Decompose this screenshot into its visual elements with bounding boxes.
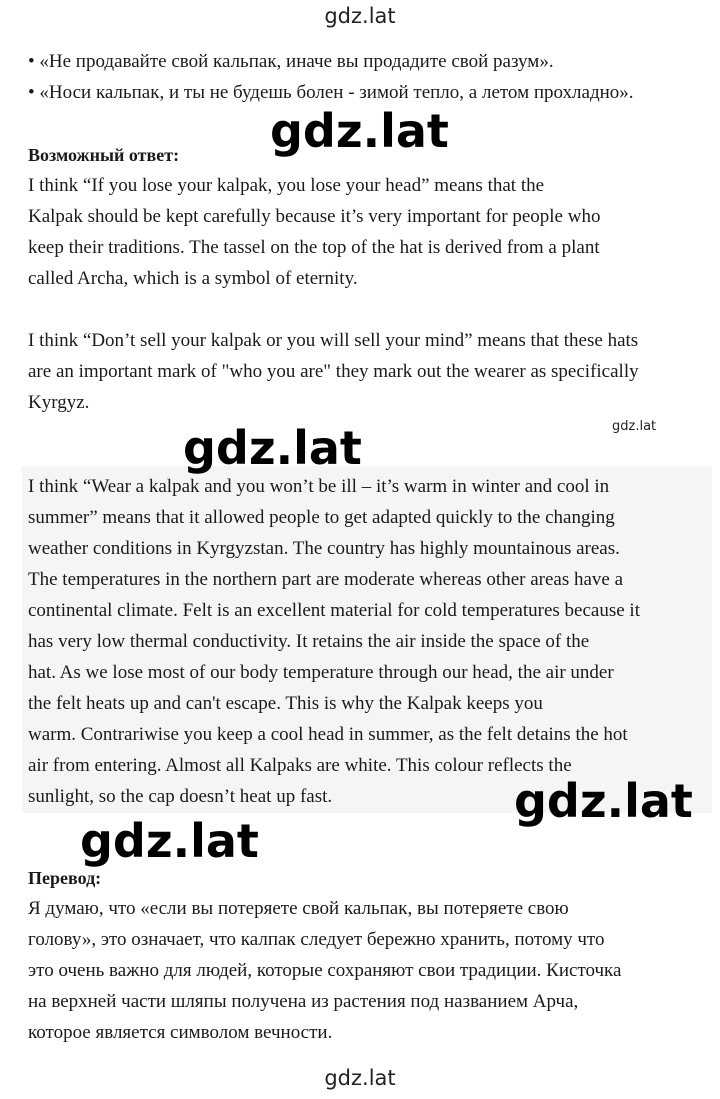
text-line: на верхней части шляпы получена из растения под названием Арча, [28,991,579,1012]
answer-paragraph-1 [28,170,600,294]
text-line: Kyrgyz. [28,392,90,413]
text-line: summer” means that it allowed people to get adapted quickly to the changing [28,507,615,528]
text-line: Kalpak should be kept carefully because it’s very important for people who [28,206,601,227]
watermark-small: gdz.lat [612,419,657,434]
watermark-large: gdz.lat [270,104,449,158]
text-line: The temperatures in the northern part are moderate whereas other areas have a [28,569,624,590]
text-line: are an important mark of "who you are" they mark out the wearer as specifically [28,361,639,382]
translation-heading: Перевод: [28,868,102,888]
text-line: I think “Wear a kalpak and you won’t be ill – it’s warm in winter and cool in [28,476,610,497]
translation-paragraph [28,893,621,1048]
answer-paragraph-2 [28,325,639,418]
watermark-large: gdz.lat [514,774,693,828]
text-line: I think “Don’t sell your kalpak or you will sell your mind” means that these hats [28,330,639,351]
text-line: called Archa, which is a symbol of eternity. [28,268,358,289]
answer-paragraph-3 [28,471,640,812]
text-line: I think “If you lose your kalpak, you lose your head” means that the [28,175,545,196]
text-line: has very low thermal conductivity. It retains the air inside the space of the [28,631,590,652]
text-line: Я думаю, что «если вы потеряете свой кальпак, вы потеряете свою [28,898,569,919]
proverb-bullet-list [28,46,634,108]
text-line: sunlight, so the cap doesn’t heat up fast. [28,786,333,807]
proverb-bullet: • «Носи кальпак, и ты не будешь болен - зимой тепло, а летом прохладно». [28,82,634,103]
text-line: the felt heats up and can't escape. This is why the Kalpak keeps you [28,693,543,714]
watermark-large: gdz.lat [183,421,362,475]
text-line: warm. Contrariwise you keep a cool head in summer, as the felt detains the hot [28,724,628,745]
watermark-large: gdz.lat [80,814,259,868]
answer-heading: Возможный ответ: [28,145,180,165]
text-line: keep their traditions. The tassel on the top of the hat is derived from a plant [28,237,600,258]
text-line: weather conditions in Kyrgyzstan. The country has highly mountainous areas. [28,538,620,559]
text-line: air from entering. Almost all Kalpaks are white. This colour reflects the [28,755,572,776]
text-line: continental climate. Felt is an excellent material for cold temperatures because it [28,600,640,621]
watermark-bottom: gdz.lat [324,1066,396,1090]
proverb-bullet: • «Не продавайте свой кальпак, иначе вы продадите свой разум». [28,51,554,72]
text-line: это очень важно для людей, которые сохраняют свои традиции. Кисточка [28,960,622,981]
text-line: hat. As we lose most of our body temperature through our head, the air under [28,662,614,683]
text-line: голову», это означает, что калпак следует бережно хранить, потому что [28,929,605,950]
text-line: которое является символом вечности. [28,1022,333,1043]
watermark-top: gdz.lat [324,4,396,28]
